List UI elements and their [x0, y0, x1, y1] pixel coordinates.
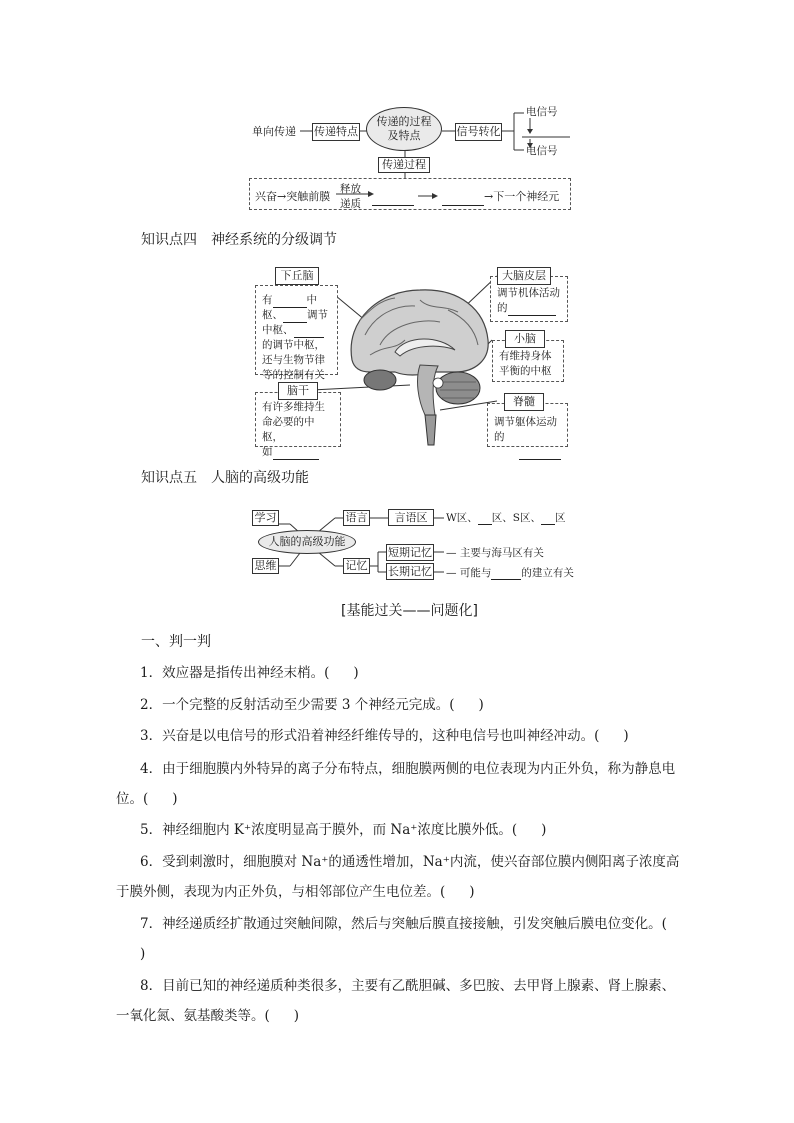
- paren-close-6: ): [469, 884, 475, 900]
- paren-close-4: ): [172, 791, 178, 807]
- speech-blank-1[interactable]: [478, 512, 492, 525]
- section5-title: 知识点五 人脑的高级功能: [141, 470, 309, 486]
- speech-q2: 区: [555, 512, 566, 524]
- question-3: [116, 721, 688, 751]
- hypo-text-d: 调节: [307, 309, 328, 321]
- hypo-text-c: 枢、: [262, 309, 283, 321]
- paren-close-2: ): [478, 697, 484, 713]
- question-1-text: 1．效应器是指传出神经末梢。(: [140, 665, 330, 681]
- long-blank[interactable]: [491, 567, 521, 580]
- cortex-line1: 调节机体活动: [497, 287, 560, 299]
- paren-close-3: ): [623, 728, 629, 744]
- short-memory-desc: — 主要与海马区有关: [446, 547, 544, 559]
- question-2: [116, 690, 688, 720]
- part1-title: 一、判一判: [141, 634, 211, 650]
- thinking-box: 思维: [252, 558, 279, 574]
- brainstem-title: 脑干: [278, 382, 318, 400]
- hypo-text-g: 还与生物节律: [262, 354, 325, 366]
- paren-close-5: ): [541, 822, 547, 838]
- cerebellum-title: 小脑: [505, 330, 545, 348]
- memory-box: 记忆: [343, 558, 370, 574]
- hypo-text-b: 中: [306, 294, 317, 306]
- paren-close-8: ): [293, 1008, 300, 1024]
- one-way-label: 单向传递: [252, 125, 296, 138]
- question-8-text: 8．目前已知的神经递质种类很多，主要有乙酰胆碱、多巴胺、去甲肾上腺素、肾上腺素、一氧化氮、氨基酸类等。(: [116, 978, 676, 1024]
- language-box: 语言: [343, 510, 370, 526]
- process-box: 传递过程: [378, 157, 430, 173]
- question-4: [116, 754, 688, 814]
- center-title-line2: 及特点: [387, 129, 421, 142]
- flow-start: 兴奋→突触前膜: [255, 190, 331, 203]
- release-bottom: 递质: [340, 198, 361, 210]
- question-5: [116, 815, 688, 845]
- blank-2[interactable]: [442, 193, 484, 206]
- question-1: [116, 658, 688, 688]
- question-4-text: 4．由于细胞膜内外特异的离子分布特点，细胞膜两侧的电位表现为内正外负，称为静息电位。(: [116, 761, 676, 807]
- center-ellipse-brain: 人脑的高级功能: [258, 530, 356, 554]
- brainstem-line3: 如: [262, 446, 273, 458]
- short-memory-box: 短期记忆: [388, 546, 432, 559]
- hypo-blank-2[interactable]: [283, 310, 307, 323]
- spinal-title: 脊髓: [504, 393, 544, 411]
- question-8: [116, 971, 688, 1031]
- center-ellipse: [366, 107, 442, 151]
- brainstem-box: [255, 392, 341, 458]
- hypothalamus-title: 下丘脑: [275, 267, 319, 285]
- hypo-text-h: 等的控制有关: [262, 369, 325, 381]
- brainstem-line2: 命必要的中枢，: [262, 416, 315, 443]
- speech-blank-2[interactable]: [541, 512, 555, 525]
- hypothalamus-box: [255, 285, 338, 381]
- cortex-title: 大脑皮层: [497, 267, 551, 285]
- cortex-blank[interactable]: [508, 303, 556, 316]
- signal-box: 信号转化: [455, 123, 502, 141]
- hypo-text-f: 的调节中枢，: [262, 339, 325, 351]
- hypo-text-e: 中枢、: [262, 324, 294, 336]
- feature-box: 传递特点: [312, 123, 360, 141]
- release-top: 释放: [340, 183, 361, 195]
- long-memory-box: 长期记忆: [388, 565, 432, 578]
- center-title-line1: 传递的过程: [376, 115, 432, 128]
- question-5-text: 5．神经细胞内 K⁺浓度明显高于膜外，而 Na⁺浓度比膜外低。(: [140, 822, 518, 838]
- cerebellum-line1: 有维持身体: [499, 350, 552, 362]
- brainstem-line1: 有许多维持生: [262, 401, 325, 413]
- long-desc-a: 可能与: [459, 567, 492, 579]
- question-7-text: 7．神经递质经扩散通过突触间隙，然后与突触后膜直接接触，引发突触后膜电位变化。(: [140, 916, 667, 932]
- signal-top: 电信号: [526, 106, 558, 118]
- hypo-text-a: 有: [262, 294, 273, 306]
- hypo-blank-3[interactable]: [294, 325, 324, 338]
- spinal-blank[interactable]: [519, 447, 561, 460]
- learning-box: 学习: [252, 510, 279, 526]
- speech-q1: 区、S区、: [491, 512, 541, 524]
- signal-bottom: 电信号: [526, 145, 558, 157]
- long-desc-b: 的建立有关: [521, 567, 574, 579]
- cortex-line2: 的: [497, 302, 508, 314]
- brain-illustration: [351, 290, 488, 445]
- section4-title: 知识点四 神经系统的分级调节: [141, 232, 337, 248]
- spinal-line1: 调节躯体运动的: [494, 416, 557, 443]
- question-7: [116, 909, 688, 969]
- question-6-text: 6．受到刺激时，细胞膜对 Na⁺的通透性增加，Na⁺内流，使兴奋部位膜内侧阳离子浓度高于膜外侧，表现为内正外负，与相邻部位产生电位差。(: [116, 854, 680, 900]
- short-desc-text: 主要与海马区有关: [459, 547, 544, 559]
- paren-close-1: ): [353, 665, 359, 681]
- long-memory-desc: — 可能与 的建立有关: [446, 567, 574, 579]
- speech-areas: [446, 510, 566, 525]
- flow-end: →下一个神经元: [484, 190, 560, 203]
- review-title: [基能过关——问题化]: [341, 603, 478, 619]
- hypo-blank-1[interactable]: [273, 295, 307, 308]
- question-3-text: 3．兴奋是以电信号的形式沿着神经纤维传导的，这种电信号也叫神经冲动。(: [140, 728, 600, 744]
- blank-1[interactable]: [372, 193, 414, 206]
- question-2-text: 2．一个完整的反射活动至少需要 3 个神经元完成。(: [140, 697, 455, 713]
- paren-close-7: ): [140, 946, 146, 962]
- question-6: [116, 847, 688, 907]
- speech-area-box: 言语区: [388, 509, 434, 526]
- speech-w: W区、: [446, 512, 478, 524]
- cerebellum-line2: 平衡的中枢: [499, 365, 552, 377]
- brainstem-blank[interactable]: [273, 447, 319, 460]
